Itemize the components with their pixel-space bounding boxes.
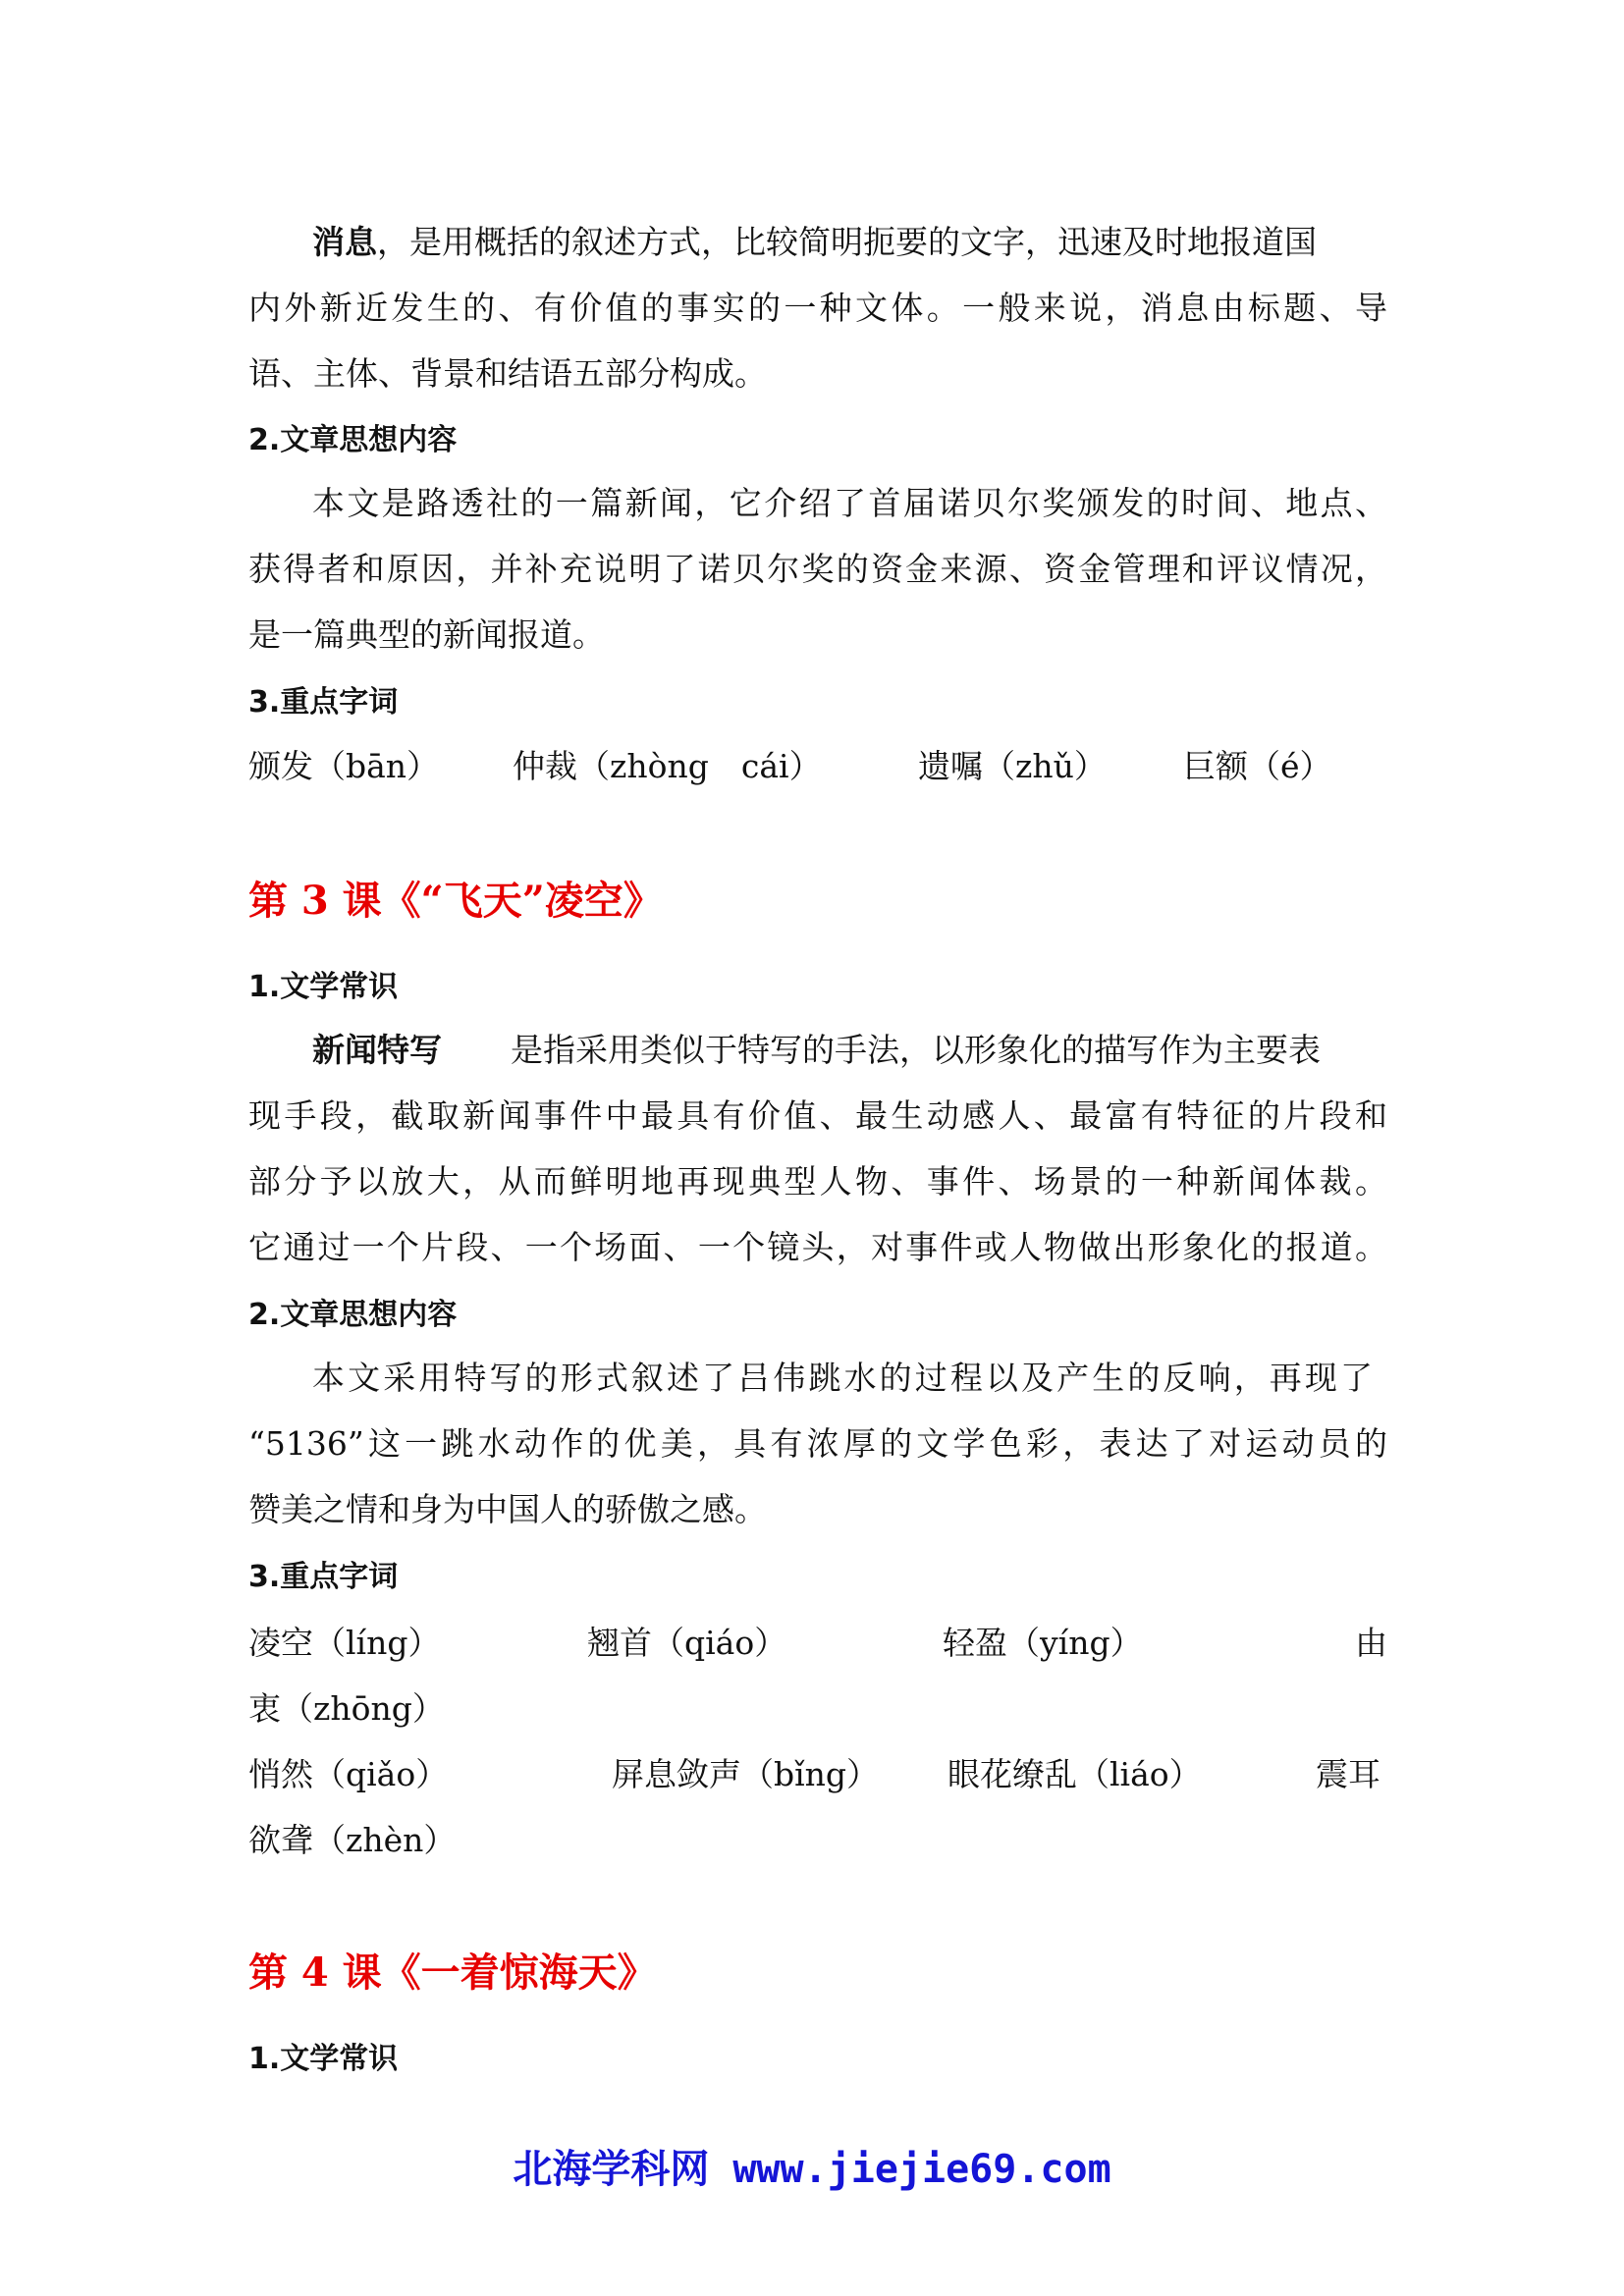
- content-paragraph-line-3: 赞美之情和身为中国人的骄傲之感。: [248, 1490, 767, 1528]
- vocab-item: 悄然（qiǎo）: [248, 1755, 449, 1793]
- literature-paragraph-line-1: [312, 1027, 1451, 1074]
- definition-text: ，是用概括的叙述方式，比较简明扼要的文字，迅速及时地报道国: [377, 223, 1317, 261]
- site-name: 北海学科网: [513, 2147, 710, 2192]
- section-heading-content: 2.文章思想内容: [248, 1298, 458, 1332]
- section-heading-literature: 1.文学常识: [248, 970, 399, 1004]
- vocab-item: 眼花缭乱（liáo）: [947, 1755, 1202, 1793]
- vocab-item: 遗嘱（zhǔ）: [918, 747, 1107, 785]
- lesson-4-title: 第 4 课《一着惊海天》: [248, 1949, 657, 1996]
- vocab-item: 由: [1355, 1624, 1387, 1662]
- content-paragraph-line-3: 是一篇典型的新闻报道。: [248, 615, 605, 654]
- literature-text: 是指采用类似于特写的手法，以形象化的描写作为主要表: [511, 1031, 1321, 1069]
- vocab-item: 轻盈（yíng）: [943, 1624, 1143, 1662]
- literature-paragraph-line-3: 部分予以放大，从而鲜明地再现典型人物、事件、场景的一种新闻体裁。: [248, 1162, 1387, 1201]
- site-url[interactable]: www.jiejie69.com: [732, 2147, 1111, 2192]
- content-paragraph-line-2: “5136”这一跳水动作的优美，具有浓厚的文学色彩，表达了对运动员的: [248, 1424, 1387, 1463]
- definition-paragraph-line-1: [312, 219, 1451, 266]
- content-paragraph-line-1: 本文是路透社的一篇新闻，它介绍了首届诺贝尔奖颁发的时间、地点、: [312, 484, 1387, 522]
- section-heading-words: 3.重点字词: [248, 1560, 399, 1594]
- literature-paragraph-line-2: 现手段，截取新闻事件中最具有价值、最生动感人、最富有特征的片段和: [248, 1096, 1387, 1135]
- section-heading-literature: 1.文学常识: [248, 2042, 399, 2076]
- vocab-item: 凌空（líng）: [248, 1624, 441, 1662]
- vocab-item: 震耳: [1316, 1755, 1380, 1793]
- vocab-item: 颁发（bān）: [248, 747, 440, 785]
- lesson-3-title: 第 3 课《“飞天”凌空》: [248, 878, 663, 924]
- literature-term: 新闻特写: [312, 1031, 442, 1069]
- footer-watermark: [0, 2138, 1624, 2194]
- vocab-item: 翘首（qiáo）: [587, 1624, 787, 1662]
- vocab-item: 仲裁（zhòng cái）: [513, 747, 822, 785]
- vocab-item: 屏息敛声（bǐng）: [612, 1755, 880, 1793]
- vocab-item-continued: 衷（zhōng）: [248, 1689, 445, 1728]
- literature-paragraph-line-4: 它通过一个片段、一个场面、一个镜头，对事件或人物做出形象化的报道。: [248, 1228, 1387, 1266]
- definition-paragraph-line-2: 内外新近发生的、有价值的事实的一种文体。一般来说，消息由标题、导: [248, 289, 1387, 327]
- content-paragraph-line-2: 获得者和原因，并补充说明了诺贝尔奖的资金来源、资金管理和评议情况，: [248, 550, 1387, 588]
- section-heading-words: 3.重点字词: [248, 685, 399, 720]
- section-heading-content: 2.文章思想内容: [248, 423, 458, 457]
- content-paragraph-line-1: 本文采用特写的形式叙述了吕伟跳水的过程以及产生的反响，再现了: [312, 1359, 1373, 1397]
- definition-paragraph-line-3: 语、主体、背景和结语五部分构成。: [248, 354, 767, 393]
- vocab-item: 巨额（é）: [1183, 747, 1332, 785]
- vocab-item-continued: 欲聋（zhèn）: [248, 1821, 457, 1859]
- definition-term: 消息: [312, 223, 377, 261]
